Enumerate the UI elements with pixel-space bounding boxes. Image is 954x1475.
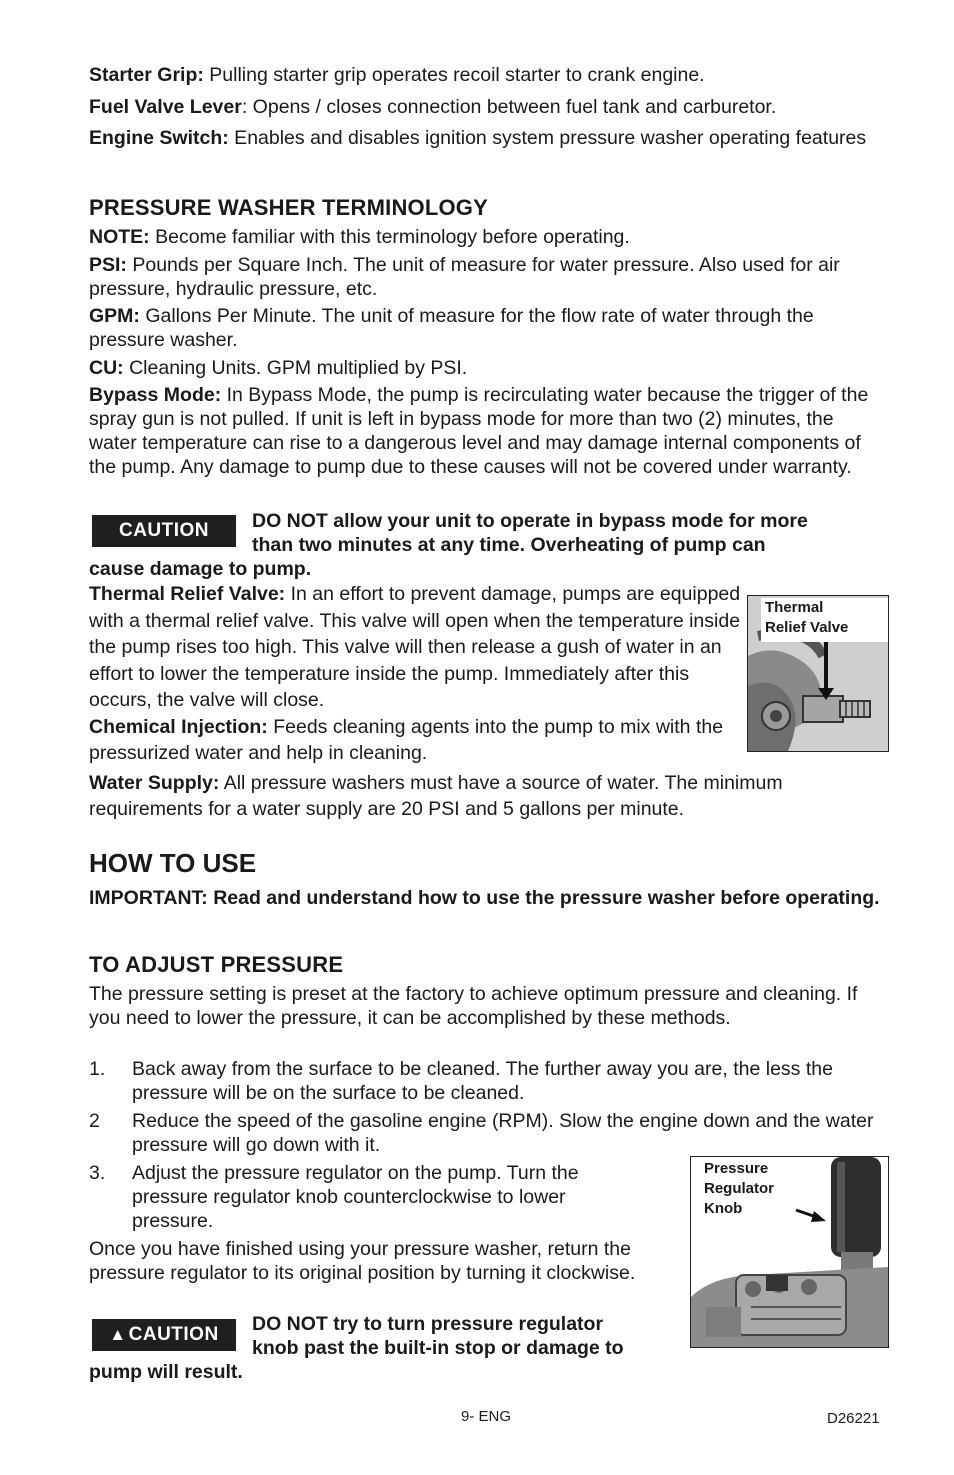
fuel-valve-text: : Opens / closes connection between fuel tank and carburetor.	[241, 96, 777, 118]
chemical-injection-text: Feeds cleaning agents into the pump to mix with the pressurized water and help in cleaning.	[89, 716, 724, 764]
note-term: NOTE:	[89, 226, 150, 248]
caution-2-line-1: DO NOT try to turn pressure regulator	[252, 1313, 604, 1335]
thermal-label-line-2: Relief Valve	[765, 619, 849, 636]
caution-2-line-2: knob past the built-in stop or damage to	[252, 1337, 624, 1359]
starter-grip-term: Starter Grip:	[89, 64, 204, 86]
regulator-label-line-2: Regulator	[704, 1180, 775, 1197]
caution-2-label: CAUTION	[128, 1324, 219, 1345]
adjust-item-2-number: 2	[89, 1110, 100, 1132]
adjust-item-3-number: 3.	[89, 1162, 106, 1184]
caution-text-line-3: cause damage to pump.	[89, 558, 312, 580]
thermal-label-line-1: Thermal	[765, 599, 824, 616]
page-number: 9- ENG	[461, 1408, 512, 1425]
adjust-item-3	[89, 1161, 669, 1233]
adjust-pressure-heading: TO ADJUST PRESSURE	[89, 952, 344, 977]
pressure-regulator-label	[704, 1159, 774, 1219]
psi-text: Pounds per Square Inch. The unit of measure for water pressure. Also used for air pressure, hydraulic pressure, etc.	[89, 254, 840, 300]
important-notice: IMPORTANT: Read and understand how to use the pressure washer before operating.	[89, 887, 880, 909]
chemical-injection-term: Chemical Injection:	[89, 716, 268, 738]
bypass-paragraph	[89, 383, 879, 479]
adjust-item-1-number: 1.	[89, 1058, 106, 1080]
thermal-relief-paragraph	[89, 581, 741, 714]
regulator-label-line-1: Pressure	[704, 1160, 769, 1177]
fuel-valve-term: Fuel Valve Lever	[89, 96, 242, 118]
adjust-pressure-intro: The pressure setting is preset at the factory to achieve optimum pressure and cleaning. If you need to lower the pressure, it can be accomplished by these methods.	[89, 983, 858, 1029]
adjust-item-2	[89, 1109, 889, 1157]
note-paragraph	[89, 225, 889, 249]
cu-paragraph	[89, 356, 889, 380]
how-to-use-heading: HOW TO USE	[89, 848, 257, 878]
gpm-paragraph	[89, 304, 889, 352]
cu-term: CU:	[89, 357, 124, 379]
engine-switch-paragraph	[89, 126, 889, 150]
water-supply-term: Water Supply:	[89, 772, 220, 794]
gpm-term: GPM:	[89, 305, 140, 327]
adjust-item-1-text: Back away from the surface to be cleaned. The further away you are, the less the pressure will be on the surface to be cleaned.	[132, 1058, 833, 1104]
caution-badge: CAUTION	[92, 515, 236, 547]
thermal-relief-valve-photo	[747, 595, 889, 752]
fuel-valve-paragraph	[89, 95, 889, 119]
water-supply-paragraph	[89, 770, 879, 822]
caution-badge-warning	[92, 1319, 236, 1351]
adjust-item-2-text: Reduce the speed of the gasoline engine (RPM). Slow the engine down and the water pressure will go down with it.	[132, 1110, 874, 1156]
starter-grip-text: Pulling starter grip operates recoil starter to crank engine.	[203, 64, 705, 86]
cu-text: Cleaning Units. GPM multiplied by PSI.	[123, 357, 468, 379]
engine-switch-text: Enables and disables ignition system pressure washer operating features	[228, 127, 867, 149]
chemical-injection-paragraph	[89, 714, 739, 766]
bypass-text: In Bypass Mode, the pump is recirculating water because the trigger of the spray gun is not pulled. If unit is left in bypass mode for more than two (2) minutes, the water temperature can rise to a dangerous level and may damage internal components of the pump. Any damage to pump due to these causes will not be covered under warranty.	[89, 384, 869, 478]
thermal-relief-text: In an effort to prevent damage, pumps are equipped with a thermal relief valve. This valve will open when the temperature inside the pump rises too high. This valve will then release a gush of water in an effort to lower the temperature inside the pump. Immediately after this occurs, the valve will close.	[89, 583, 741, 711]
psi-paragraph	[89, 253, 859, 301]
starter-grip-paragraph	[89, 63, 889, 87]
adjust-item-3-text: Adjust the pressure regulator on the pump. Turn the pressure regulator knob counterclockwise to lower pressure.	[132, 1162, 579, 1232]
engine-switch-term: Engine Switch:	[89, 127, 229, 149]
psi-term: PSI:	[89, 254, 127, 276]
terminology-heading: PRESSURE WASHER TERMINOLOGY	[89, 195, 488, 220]
adjust-item-1	[89, 1057, 889, 1105]
document-code: D26221	[827, 1410, 880, 1427]
water-supply-text: All pressure washers must have a source of water. The minimum requirements for a water supply are 20 PSI and 5 gallons per minute.	[89, 772, 783, 820]
warning-triangle-icon: ▲	[109, 1325, 127, 1344]
pressure-regulator-photo	[690, 1156, 889, 1348]
gpm-text: Gallons Per Minute. The unit of measure for the flow rate of water through the pressure washer.	[89, 305, 814, 351]
caution-text-line-2: than two minutes at any time. Overheating of pump can	[252, 534, 766, 556]
adjust-pressure-outro: Once you have finished using your pressure washer, return the pressure regulator to its original position by turning it clockwise.	[89, 1238, 636, 1284]
caution-text-line-1: DO NOT allow your unit to operate in bypass mode for more	[252, 510, 808, 532]
note-text: Become familiar with this terminology before operating.	[149, 226, 630, 248]
caution-2-line-3: pump will result.	[89, 1361, 243, 1383]
bypass-term: Bypass Mode:	[89, 384, 222, 406]
thermal-relief-term: Thermal Relief Valve:	[89, 583, 286, 605]
thermal-relief-valve-label	[761, 598, 889, 642]
regulator-label-line-3: Knob	[704, 1200, 743, 1217]
